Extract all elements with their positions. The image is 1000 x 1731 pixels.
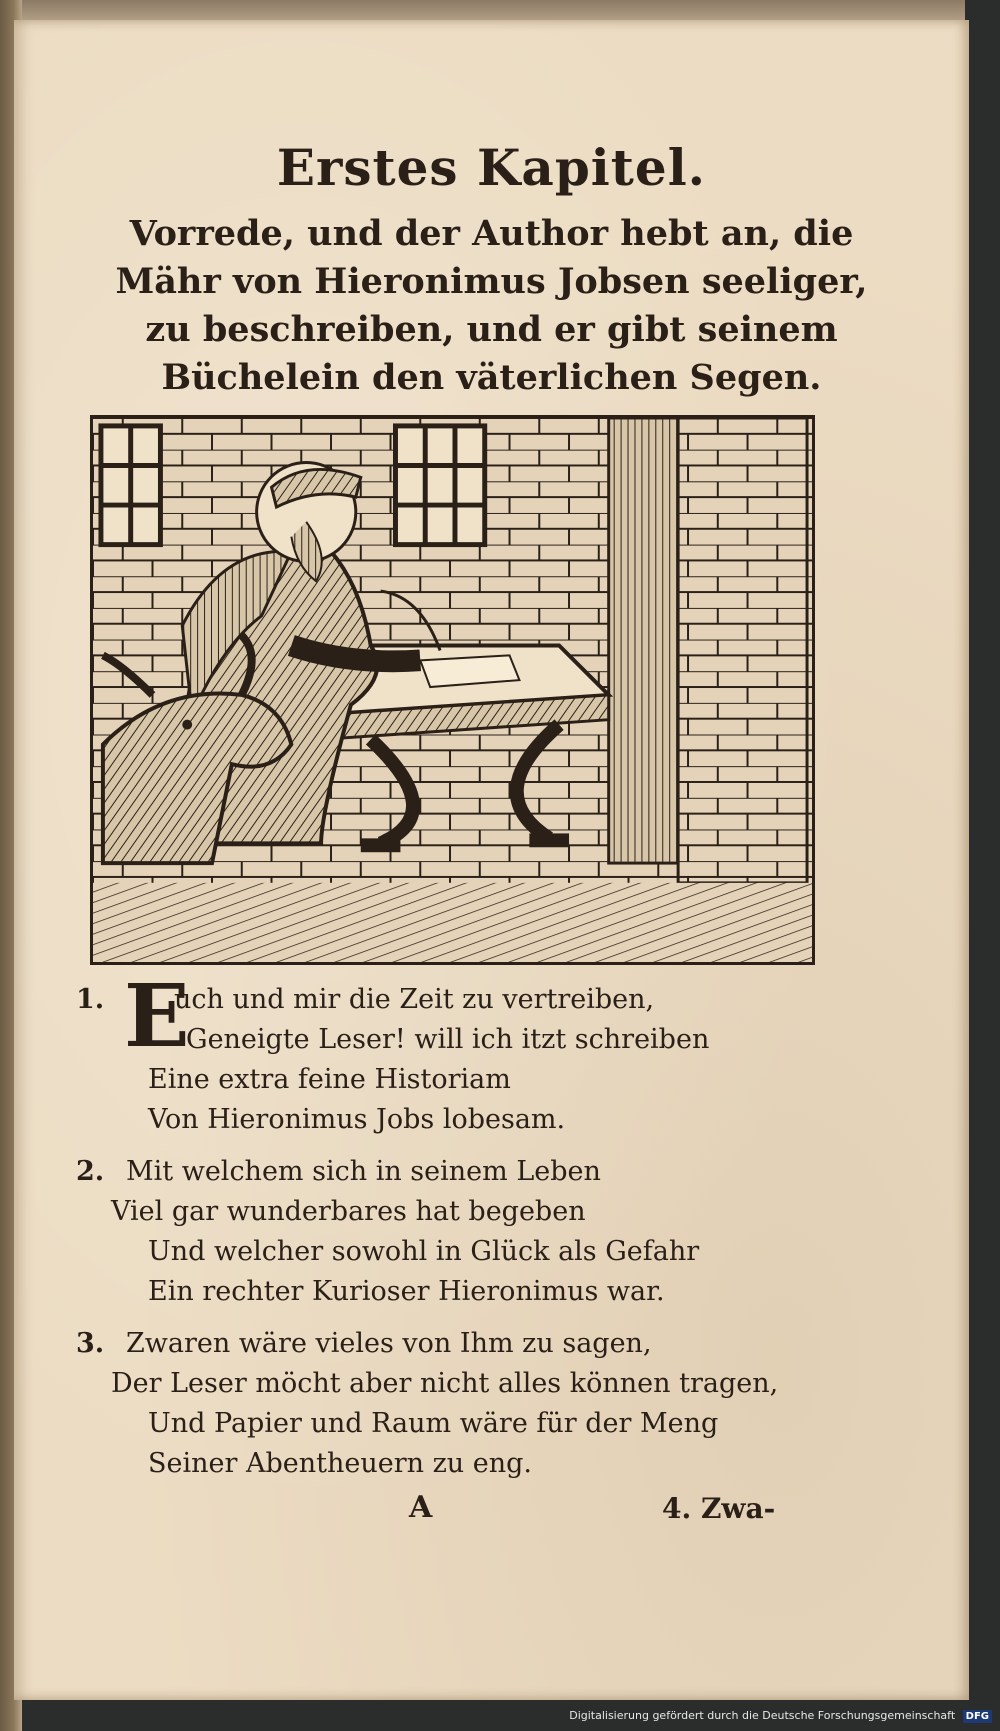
- digitization-credit: [569, 1709, 992, 1723]
- stanza-number: 3.: [76, 1328, 105, 1359]
- subtitle-line: zu beschreiben, und er gibt seinem: [145, 309, 838, 350]
- verse-line: Von Hieronimus Jobs lobesam.: [148, 1104, 566, 1135]
- subtitle-line: Büchelein den väterlichen Segen.: [161, 357, 822, 398]
- subtitle-line: Vorrede, und der Author hebt an, die: [129, 213, 854, 254]
- stanza-3: [76, 1324, 876, 1484]
- dfg-logo: DFG: [963, 1710, 992, 1723]
- chapter-title: Erstes Kapitel.: [276, 138, 707, 197]
- catchword: 4. Zwa-: [662, 1492, 776, 1525]
- verse-text: Mit welchem sich in seinem Leben: [126, 1156, 601, 1187]
- verse-line: [76, 1152, 876, 1192]
- stanza-number: 1.: [76, 984, 105, 1015]
- verse-line: Und welcher sowohl in Glück als Gefahr: [148, 1236, 700, 1267]
- verse-line: Seiner Abentheuern zu eng.: [148, 1448, 533, 1479]
- verse-line: [76, 980, 876, 1020]
- verse-line: Der Leser möcht aber nicht alles können tragen,: [111, 1368, 779, 1399]
- verse-line: Eine extra feine Historiam: [148, 1064, 511, 1095]
- woodcut-illustration: [90, 415, 815, 965]
- verse-line: Geneigte Leser! will ich itzt schreiben: [186, 1024, 710, 1055]
- verse-block: [76, 966, 876, 1496]
- chapter-subtitle: [54, 210, 929, 402]
- verse-line: Und Papier und Raum wäre für der Meng: [148, 1408, 719, 1439]
- verse-text: Zwaren wäre vieles von Ihm zu sagen,: [126, 1328, 652, 1359]
- credit-text: Digitalisierung gefördert durch die Deutsche Forschungsgemeinschaft: [569, 1709, 956, 1722]
- woodcut-scholar-writing-image: [93, 418, 812, 962]
- stanza-2: [76, 1152, 876, 1312]
- verse-text: uch und mir die Zeit zu vertreiben,: [174, 984, 655, 1015]
- verse-line: Ein rechter Kurioser Hieronimus war.: [148, 1276, 665, 1307]
- book-page: [14, 20, 969, 1700]
- stanza-1: [76, 966, 876, 1140]
- verse-line: Viel gar wunderbares hat begeben: [111, 1196, 586, 1227]
- drop-capital: E: [124, 966, 190, 1067]
- stanza-number: 2.: [76, 1156, 105, 1187]
- signature-mark: A: [409, 1490, 433, 1525]
- subtitle-line: Mähr von Hieronimus Jobsen seeliger,: [115, 261, 868, 302]
- verse-line: [76, 1324, 876, 1364]
